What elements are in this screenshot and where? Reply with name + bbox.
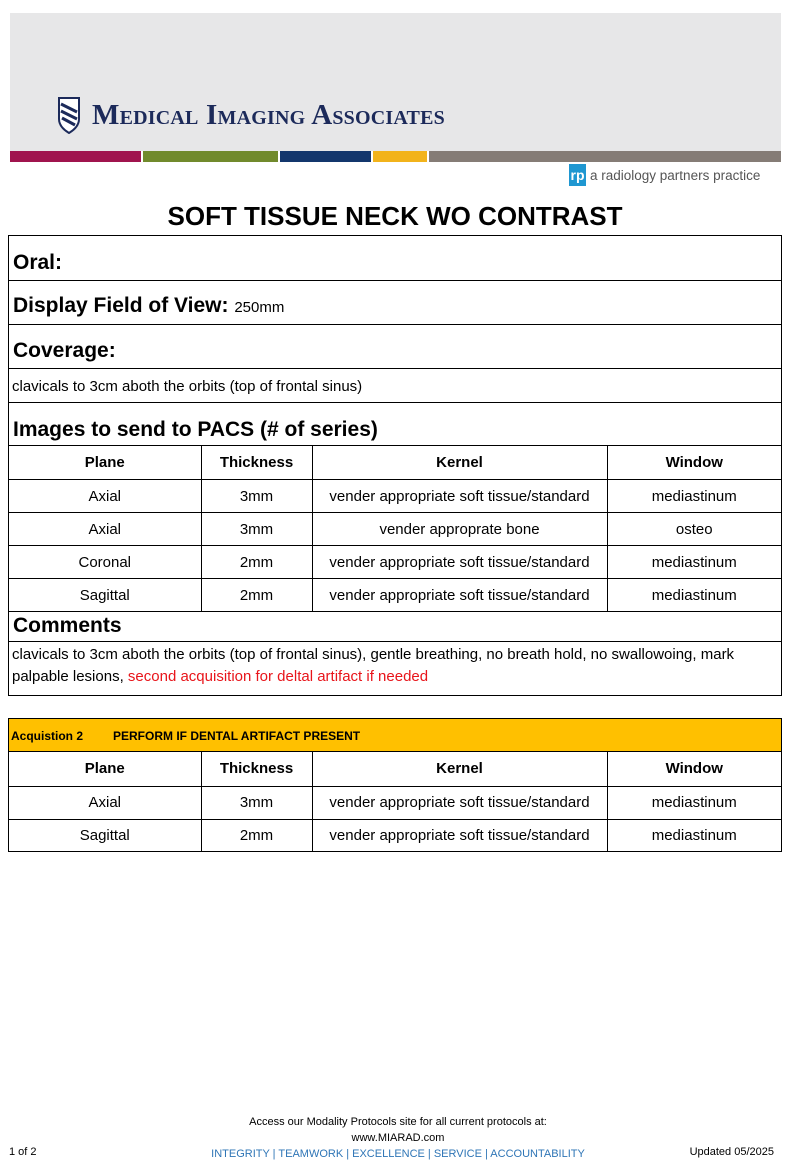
- practice-tagline: [569, 164, 760, 186]
- column-header: Kernel: [312, 752, 607, 786]
- comments-text: clavicals to 3cm aboth the orbits (top of frontal sinus), gentle breathing, no breath hold, no swallowoing, mark palpable lesions, second acquisition for deltal artifact if needed: [12, 646, 735, 685]
- footer-access-text: Access our Modality Protocols site for all current protocols at:: [249, 1116, 547, 1128]
- color-stripe: [373, 151, 427, 162]
- footer-values: INTEGRITY | TEAMWORK | EXCELLENCE | SERVICE | ACCOUNTABILITY: [211, 1148, 585, 1160]
- page-number: 1 of 2: [9, 1146, 37, 1158]
- practice-tagline-text: a radiology partners practice: [590, 167, 761, 183]
- column-header: Window: [607, 752, 781, 786]
- window-cell: mediastinum: [607, 786, 781, 819]
- coverage-row: [9, 325, 781, 369]
- footer: [0, 1114, 796, 1162]
- coverage-text: clavicals to 3cm aboth the orbits (top of frontal sinus): [12, 378, 363, 395]
- thickness-cell: 2mm: [201, 819, 312, 851]
- window-cell: mediastinum: [607, 819, 781, 851]
- dfov-row: [9, 281, 781, 325]
- window-cell: mediastinum: [607, 546, 781, 579]
- table-row: [9, 786, 781, 819]
- column-header: Window: [607, 446, 781, 480]
- plane-cell: Coronal: [9, 546, 201, 579]
- table-row: [9, 579, 781, 612]
- color-stripe: [429, 151, 781, 162]
- window-cell: mediastinum: [607, 579, 781, 612]
- plane-cell: Axial: [9, 480, 201, 513]
- coverage-text-row: [9, 369, 781, 403]
- plane-cell: Sagittal: [9, 579, 201, 612]
- column-header: Kernel: [312, 446, 607, 480]
- comments-highlight: second acquisition for deltal artifact if needed: [127, 668, 429, 685]
- footer-url[interactable]: www.MIARAD.com: [351, 1132, 445, 1144]
- images-label: Images to send to PACS (# of series): [13, 418, 378, 441]
- color-stripe: [10, 151, 141, 162]
- comments-label: Comments: [13, 614, 122, 637]
- kernel-cell: vender appropriate soft tissue/standard: [312, 546, 607, 579]
- thickness-cell: 3mm: [201, 480, 312, 513]
- plane-cell: Axial: [9, 786, 201, 819]
- thickness-cell: 3mm: [201, 513, 312, 546]
- column-header: Plane: [9, 446, 201, 480]
- acquisition-2-series-table: [9, 752, 781, 851]
- window-cell: osteo: [607, 513, 781, 546]
- kernel-cell: vender appropriate soft tissue/standard: [312, 819, 607, 851]
- table-row: [9, 819, 781, 851]
- dfov-label: Display Field of View: 250mm: [13, 294, 285, 317]
- page-title: SOFT TISSUE NECK WO CONTRAST: [167, 201, 623, 231]
- protocol-table: [8, 235, 782, 696]
- images-row: [9, 403, 781, 446]
- thickness-cell: 2mm: [201, 546, 312, 579]
- plane-cell: Sagittal: [9, 819, 201, 851]
- acquisition-2-banner: [9, 719, 781, 752]
- window-cell: mediastinum: [607, 480, 781, 513]
- column-header: Thickness: [201, 446, 312, 480]
- shield-icon: [58, 97, 80, 134]
- series-table: [9, 445, 781, 612]
- kernel-cell: vender approprate bone: [312, 513, 607, 546]
- dfov-value: 250mm: [234, 299, 285, 316]
- color-stripe: [280, 151, 371, 162]
- brand-logo: [58, 97, 445, 134]
- thickness-cell: 3mm: [201, 786, 312, 819]
- acquisition-2-table: [8, 718, 782, 852]
- table-row: [9, 546, 781, 579]
- color-stripe: [143, 151, 278, 162]
- updated-date: Updated 05/2025: [689, 1146, 774, 1158]
- column-header: Thickness: [201, 752, 312, 786]
- thickness-cell: 2mm: [201, 579, 312, 612]
- table-row: [9, 513, 781, 546]
- column-header: Plane: [9, 752, 201, 786]
- brand-name: Medical Imaging Associates: [92, 99, 445, 131]
- table-row: [9, 480, 781, 513]
- kernel-cell: vender appropriate soft tissue/standard: [312, 579, 607, 612]
- oral-label: Oral:: [13, 251, 63, 274]
- kernel-cell: vender appropriate soft tissue/standard: [312, 480, 607, 513]
- rp-badge-icon: rp: [569, 164, 586, 186]
- plane-cell: Axial: [9, 513, 201, 546]
- kernel-cell: vender appropriate soft tissue/standard: [312, 786, 607, 819]
- coverage-label: Coverage:: [13, 339, 116, 362]
- acquisition-2-label: Acquistion 2: [11, 729, 84, 743]
- acquisition-2-instruction: PERFORM IF DENTAL ARTIFACT PRESENT: [113, 729, 361, 743]
- comments-row: [9, 612, 781, 642]
- oral-row: [9, 236, 781, 281]
